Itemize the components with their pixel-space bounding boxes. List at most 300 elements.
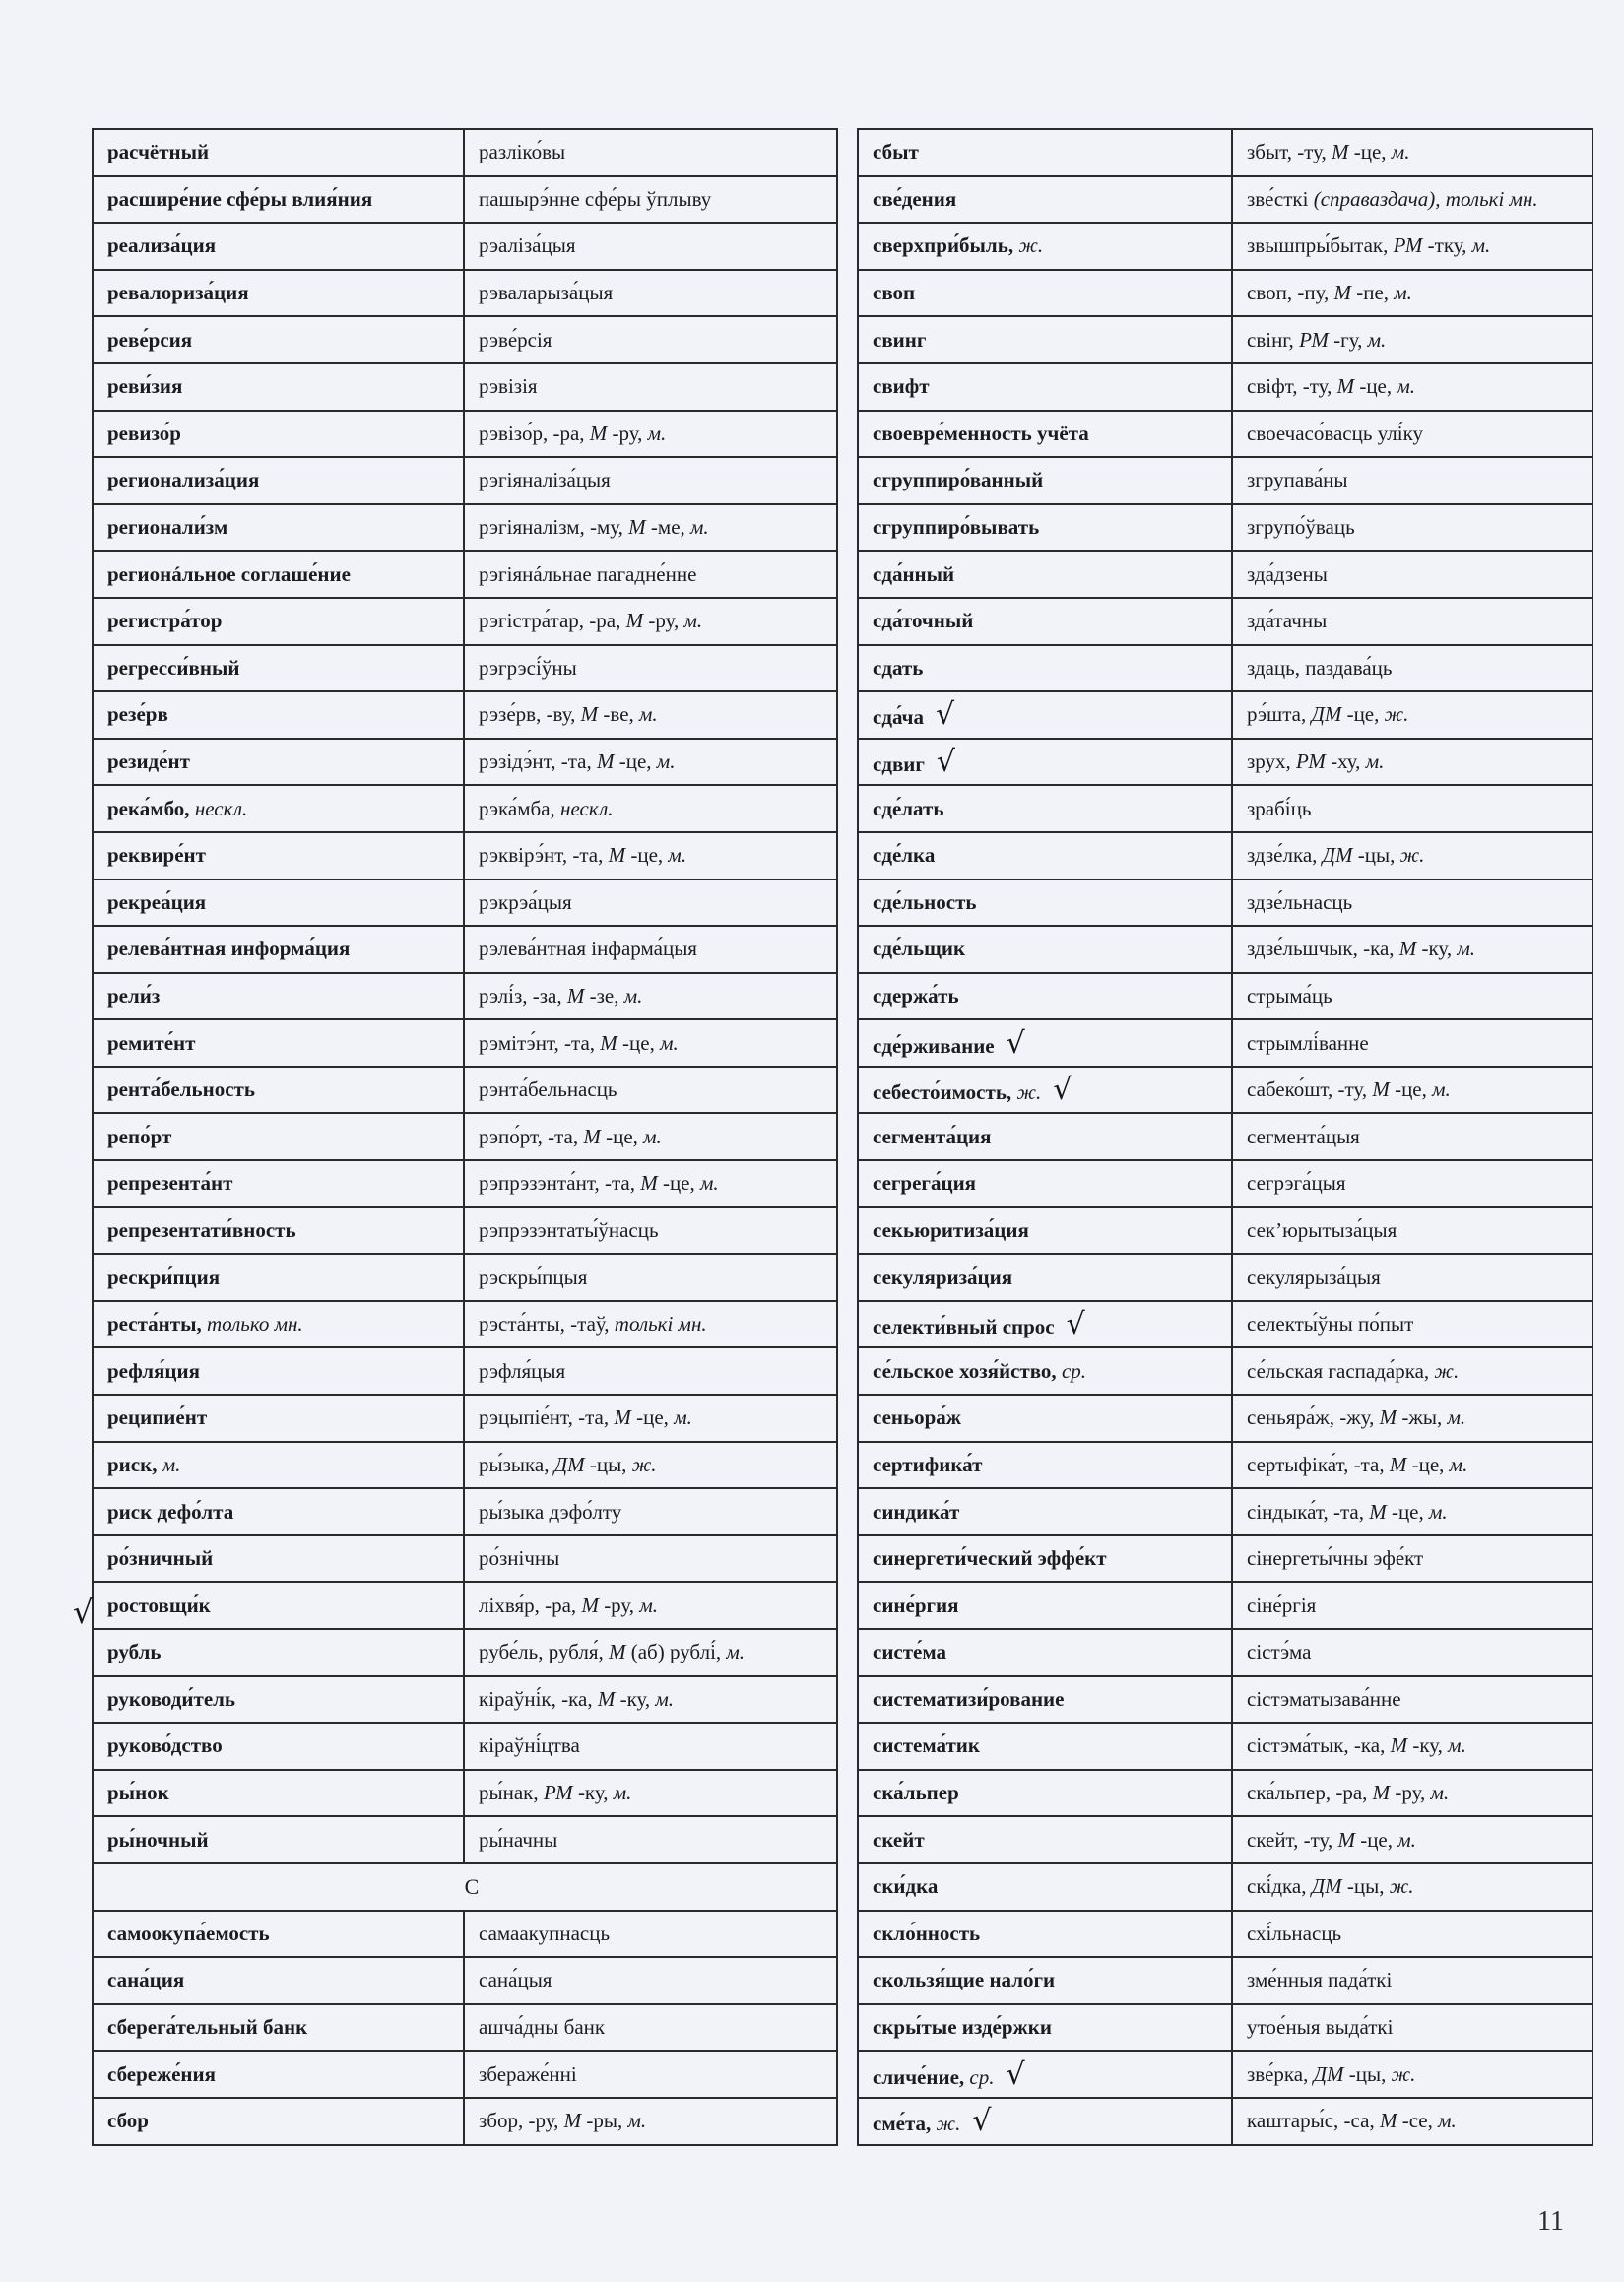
russian-term-text: свифт xyxy=(873,374,930,399)
belarusian-translation xyxy=(1232,1395,1592,1442)
dictionary-row xyxy=(93,176,837,224)
dictionary-row xyxy=(93,1723,837,1770)
grammar-note: ж. xyxy=(1391,2061,1416,2086)
translation-text: -це, xyxy=(1348,140,1392,164)
russian-term-text: секуляриза́ция xyxy=(873,1265,1013,1289)
dictionary-row xyxy=(93,2004,837,2052)
russian-term-text: се́льское хозя́йство, xyxy=(873,1358,1062,1383)
translation-text: -це, xyxy=(1389,1077,1433,1102)
dictionary-row xyxy=(858,1770,1592,1817)
russian-term-text: сертифика́т xyxy=(873,1452,983,1476)
belarusian-translation xyxy=(1232,1582,1592,1629)
russian-term-text: реквире́нт xyxy=(107,843,206,868)
check-mark: √ xyxy=(936,745,956,780)
russian-term xyxy=(858,1254,1232,1301)
grammar-note: М xyxy=(583,1124,601,1148)
russian-term xyxy=(93,1207,464,1255)
belarusian-translation xyxy=(464,411,837,458)
translation-text: -ме, xyxy=(645,515,691,540)
grammar-note: М xyxy=(563,2109,582,2133)
russian-term xyxy=(93,1911,464,1958)
translation-text: секулярыза́цыя xyxy=(1247,1265,1381,1289)
translation-text: зда́дзены xyxy=(1247,561,1328,586)
dictionary-row xyxy=(93,411,837,458)
grammar-note: М xyxy=(597,1686,616,1711)
dictionary-row xyxy=(858,832,1592,880)
russian-term xyxy=(858,2051,1232,2098)
dictionary-row xyxy=(858,1301,1592,1348)
translation-text: зме́нныя пада́ткі xyxy=(1247,1968,1393,1992)
russian-term-text: регионализа́ция xyxy=(107,468,260,492)
russian-term-text: свинг xyxy=(873,327,927,352)
russian-term xyxy=(93,411,464,458)
dictionary-row xyxy=(93,598,837,645)
russian-term xyxy=(858,1911,1232,1958)
grammar-note: м. xyxy=(613,1781,632,1805)
dictionary-row xyxy=(858,2098,1592,2145)
russian-term-text: сана́ция xyxy=(107,1968,185,1992)
russian-term xyxy=(858,1442,1232,1489)
translation-text: -ру, xyxy=(1390,1781,1431,1805)
dictionary-row xyxy=(858,880,1592,927)
russian-term xyxy=(858,316,1232,363)
belarusian-translation xyxy=(1232,1019,1592,1067)
russian-term xyxy=(93,1254,464,1301)
russian-term-text: рескри́пция xyxy=(107,1265,221,1289)
russian-term xyxy=(858,1629,1232,1676)
translation-text: рэлева́нтная інфарма́цыя xyxy=(479,937,697,961)
dictionary-row xyxy=(93,1770,837,1817)
dictionary-row xyxy=(858,411,1592,458)
check-mark: √ xyxy=(1066,1307,1085,1342)
translation-text: здзе́лка, xyxy=(1247,843,1323,868)
russian-term-text: систематизи́рование xyxy=(873,1686,1065,1711)
dictionary-row xyxy=(93,1207,837,1255)
translation-text: скі́дка, xyxy=(1247,1874,1312,1899)
grammar-note: М xyxy=(640,1171,658,1196)
translation-text: рэвізо́р, -ра, xyxy=(479,421,590,445)
grammar-note: М xyxy=(1389,1452,1407,1476)
russian-term-text: ростовщи́к xyxy=(107,1593,211,1617)
translation-text: рэкрэа́цыя xyxy=(479,889,572,914)
dictionary-row xyxy=(93,1113,837,1160)
translation-text: сана́цыя xyxy=(479,1968,552,1992)
grammar-note: м. xyxy=(690,515,709,540)
translation-text: збыт, -ту, xyxy=(1247,140,1332,164)
russian-term-text: руково́дство xyxy=(107,1733,223,1758)
grammar-note: м. xyxy=(643,1124,662,1148)
grammar-note: (справаздача), толькі мн. xyxy=(1313,186,1538,211)
translation-text: сістэматызава́нне xyxy=(1247,1686,1401,1711)
translation-text: звышпры́бытак, xyxy=(1247,233,1394,258)
grammar-note: м. xyxy=(1391,140,1410,164)
grammar-note: М xyxy=(580,702,599,727)
russian-term xyxy=(93,739,464,786)
translation-text: сек’юрытыза́цыя xyxy=(1247,1217,1397,1242)
translation-text: рэгіяналізм, -му, xyxy=(479,515,629,540)
translation-text: -ру, xyxy=(643,609,684,633)
dictionary-row xyxy=(858,1160,1592,1207)
russian-term xyxy=(93,129,464,176)
belarusian-translation xyxy=(1232,2004,1592,2052)
russian-term xyxy=(93,1723,464,1770)
russian-term-text: сде́льность xyxy=(873,889,977,914)
translation-text: сегрэга́цыя xyxy=(1247,1171,1346,1196)
check-mark: √ xyxy=(972,2104,992,2139)
translation-text: -жы, xyxy=(1397,1405,1448,1430)
belarusian-translation xyxy=(464,457,837,504)
dictionary-row xyxy=(858,551,1592,598)
grammar-note: РМ xyxy=(543,1781,573,1805)
grammar-note: м. xyxy=(1438,2109,1457,2133)
russian-term xyxy=(858,1019,1232,1067)
russian-term xyxy=(93,2051,464,2098)
dictionary-row xyxy=(858,129,1592,176)
translation-text: схі́льнасць xyxy=(1247,1921,1342,1945)
translation-text: кіраўні́цтва xyxy=(479,1733,580,1758)
russian-term-text: регресси́вный xyxy=(107,655,240,680)
grammar-note: ДМ xyxy=(1313,2061,1344,2086)
russian-term-text: сме́та, xyxy=(873,2112,937,2136)
dictionary-row xyxy=(93,926,837,973)
russian-term xyxy=(93,504,464,552)
dictionary-row xyxy=(93,1442,837,1489)
russian-term xyxy=(93,1113,464,1160)
russian-term xyxy=(858,785,1232,832)
dictionary-row xyxy=(858,2051,1592,2098)
translation-text: -ры, xyxy=(581,2109,628,2133)
dictionary-row xyxy=(93,551,837,598)
translation-text: рэнта́бельнасць xyxy=(479,1077,617,1102)
russian-term xyxy=(93,1160,464,1207)
belarusian-translation xyxy=(1232,270,1592,317)
belarusian-translation xyxy=(1232,1863,1592,1911)
translation-text: -це, xyxy=(1354,374,1397,399)
russian-term-text: релева́нтная информа́ция xyxy=(107,937,351,961)
belarusian-translation xyxy=(1232,645,1592,692)
translation-text: -це, xyxy=(1341,702,1385,727)
translation-text: -се, xyxy=(1397,2109,1439,2133)
belarusian-translation xyxy=(1232,1770,1592,1817)
translation-text: -ку, xyxy=(1416,937,1458,961)
belarusian-translation xyxy=(464,832,837,880)
translation-text: сеньяра́ж, -жу, xyxy=(1247,1405,1380,1430)
translation-text: рэве́рсія xyxy=(479,327,552,352)
check-mark: √ xyxy=(1006,2056,1025,2092)
russian-term xyxy=(858,176,1232,224)
russian-term-text: рефля́ция xyxy=(107,1358,200,1383)
grammar-note: М xyxy=(589,421,608,445)
dictionary-row xyxy=(93,1254,837,1301)
belarusian-translation xyxy=(1232,1723,1592,1770)
grammar-note: нескл. xyxy=(560,796,614,820)
dictionary-row xyxy=(858,1067,1592,1114)
russian-term-text: ревизо́р xyxy=(107,421,181,445)
translation-text: -цы, xyxy=(1343,2061,1392,2086)
grammar-note: м. xyxy=(623,983,643,1008)
russian-term-text: реципие́нт xyxy=(107,1405,208,1430)
belarusian-translation xyxy=(464,1488,837,1535)
belarusian-translation xyxy=(464,2051,837,2098)
belarusian-translation xyxy=(1232,1629,1592,1676)
russian-term xyxy=(858,457,1232,504)
russian-term xyxy=(858,1395,1232,1442)
russian-term xyxy=(858,973,1232,1020)
belarusian-translation xyxy=(464,1816,837,1863)
translation-text: кіраўні́к, -ка, xyxy=(479,1686,598,1711)
belarusian-translation xyxy=(1232,457,1592,504)
translation-text: рэ́шта, xyxy=(1247,702,1312,727)
dictionary-row xyxy=(858,1347,1592,1395)
translation-text: рэгістра́тар, -ра, xyxy=(479,609,626,633)
grammar-note: ж. xyxy=(1016,1080,1042,1105)
russian-term xyxy=(93,1019,464,1067)
russian-term xyxy=(93,457,464,504)
translation-text: рэвізія xyxy=(479,374,538,399)
russian-term-text: скейт xyxy=(873,1827,925,1852)
grammar-note: м. xyxy=(1397,374,1416,399)
grammar-note: М xyxy=(600,1030,617,1055)
dictionary-row xyxy=(93,1160,837,1207)
grammar-note: м. xyxy=(639,702,658,727)
dictionary-row xyxy=(93,1535,837,1583)
belarusian-translation xyxy=(464,176,837,224)
russian-term xyxy=(858,1957,1232,2004)
russian-term-text: ремите́нт xyxy=(107,1030,196,1055)
translation-text: стрымлі́ванне xyxy=(1247,1030,1369,1055)
dictionary-row xyxy=(858,457,1592,504)
russian-term-text: реализа́ция xyxy=(107,233,217,258)
russian-term xyxy=(93,973,464,1020)
dictionary-row xyxy=(858,1113,1592,1160)
russian-term-text: расшире́ние сфе́ры влия́ния xyxy=(107,186,373,211)
grammar-note: РМ xyxy=(1296,750,1326,774)
russian-term xyxy=(858,1301,1232,1348)
grammar-note: М xyxy=(1379,1405,1397,1430)
dictionary-row xyxy=(858,691,1592,739)
translation-text: -ве, xyxy=(598,702,640,727)
dictionary-row xyxy=(858,645,1592,692)
translation-text: ры́нак, xyxy=(479,1781,544,1805)
grammar-note: ж. xyxy=(1389,1874,1414,1899)
dictionary-row xyxy=(858,926,1592,973)
belarusian-translation xyxy=(1232,1207,1592,1255)
translation-text: згрупо́ўваць xyxy=(1247,515,1355,540)
translation-text: ліхвя́р, -ра, xyxy=(479,1593,582,1617)
russian-term xyxy=(93,1395,464,1442)
belarusian-translation xyxy=(464,1395,837,1442)
russian-term xyxy=(93,691,464,739)
translation-text: каштары́с, -са, xyxy=(1247,2109,1380,2133)
russian-term-text: сбереже́ния xyxy=(107,2061,216,2086)
translation-text: ры́зыка дэфо́лту xyxy=(479,1499,622,1524)
translation-text: ро́знічны xyxy=(479,1546,560,1571)
dictionary-row xyxy=(858,270,1592,317)
russian-term-text: ры́ночный xyxy=(107,1827,209,1852)
russian-term xyxy=(858,551,1232,598)
belarusian-translation xyxy=(1232,2051,1592,2098)
translation-text: рэгрэсі́ўны xyxy=(479,655,577,680)
russian-term-text: сде́льщик xyxy=(873,937,966,961)
belarusian-translation xyxy=(464,1207,837,1255)
russian-term-text: скры́тые изде́ржки xyxy=(873,2015,1052,2040)
belarusian-translation xyxy=(1232,1347,1592,1395)
check-mark: √ xyxy=(1006,1025,1025,1061)
grammar-note: М xyxy=(1333,281,1351,305)
grammar-note: м. xyxy=(674,1405,692,1430)
dictionary-row xyxy=(93,223,837,270)
russian-term-text: сда́ча xyxy=(873,705,924,730)
belarusian-translation xyxy=(1232,316,1592,363)
russian-term xyxy=(858,1676,1232,1724)
belarusian-translation xyxy=(464,2098,837,2145)
dictionary-row xyxy=(93,270,837,317)
dictionary-row xyxy=(93,645,837,692)
russian-term-text: секьюритиза́ция xyxy=(873,1217,1029,1242)
russian-term xyxy=(93,363,464,411)
grammar-note: м. xyxy=(627,2109,647,2133)
russian-term-text: репо́рт xyxy=(107,1124,172,1148)
translation-text: рэцыпіе́нт, -та, xyxy=(479,1405,615,1430)
translation-text: утое́ныя выда́ткі xyxy=(1247,2015,1394,2040)
russian-term xyxy=(858,1770,1232,1817)
dictionary-row xyxy=(93,129,837,176)
dictionary-row xyxy=(858,176,1592,224)
grammar-note: ср. xyxy=(1061,1358,1087,1383)
dictionary-row xyxy=(93,457,837,504)
russian-term-text: сгруппиро́ванный xyxy=(873,468,1044,492)
belarusian-translation xyxy=(1232,2098,1592,2145)
belarusian-translation xyxy=(464,2004,837,2052)
translation-text: сегмента́цыя xyxy=(1247,1124,1360,1148)
dictionary-row xyxy=(858,1488,1592,1535)
russian-term-text: река́мбо, xyxy=(107,796,195,820)
dictionary-row xyxy=(93,1582,837,1629)
russian-term xyxy=(858,691,1232,739)
translation-text: рэзідэ́нт, -та, xyxy=(479,750,597,774)
grammar-note: М xyxy=(1369,1499,1387,1524)
translation-text: -пе, xyxy=(1350,281,1395,305)
translation-text: разліко́вы xyxy=(479,140,566,164)
grammar-note: м. xyxy=(1394,281,1412,305)
belarusian-translation xyxy=(464,785,837,832)
grammar-note: РМ xyxy=(1393,233,1423,258)
belarusian-translation xyxy=(1232,363,1592,411)
dictionary-row xyxy=(858,504,1592,552)
russian-term xyxy=(858,598,1232,645)
grammar-note: м. xyxy=(655,1686,675,1711)
russian-term-text: сда́точный xyxy=(873,609,974,633)
belarusian-translation xyxy=(1232,1254,1592,1301)
belarusian-translation xyxy=(464,1629,837,1676)
translation-text: скейт, -ту, xyxy=(1247,1827,1338,1852)
belarusian-translation xyxy=(1232,1911,1592,1958)
grammar-note: м. xyxy=(1449,1452,1468,1476)
belarusian-translation xyxy=(1232,1535,1592,1583)
translation-text: рэваларыза́цыя xyxy=(479,281,614,305)
belarusian-translation xyxy=(1232,598,1592,645)
dictionary-row xyxy=(93,363,837,411)
belarusian-translation xyxy=(1232,785,1592,832)
grammar-note: ж. xyxy=(1384,702,1409,727)
russian-term xyxy=(858,504,1232,552)
belarusian-translation xyxy=(464,1347,837,1395)
dictionary-row xyxy=(858,785,1592,832)
russian-term xyxy=(93,598,464,645)
translation-text: -цы, xyxy=(1341,1874,1390,1899)
russian-term-text: синергети́ческий эффе́кт xyxy=(873,1546,1107,1571)
grammar-note: ДМ xyxy=(1311,1874,1342,1899)
dictionary-table-left xyxy=(92,128,838,2146)
russian-term xyxy=(858,1723,1232,1770)
translation-text: рэста́нты, -таў, xyxy=(479,1312,615,1337)
belarusian-translation xyxy=(1232,1160,1592,1207)
translation-text: стрыма́ць xyxy=(1247,983,1332,1008)
russian-term xyxy=(858,1863,1232,1911)
dictionary-row xyxy=(858,598,1592,645)
russian-term xyxy=(858,1067,1232,1114)
translation-text: -це, xyxy=(1406,1452,1450,1476)
belarusian-translation xyxy=(464,739,837,786)
belarusian-translation xyxy=(1232,129,1592,176)
russian-term-text: риск дефо́лта xyxy=(107,1499,234,1524)
grammar-note: м. xyxy=(668,843,687,868)
russian-term-text: самоокупа́емость xyxy=(107,1921,270,1945)
translation-text: -ку, xyxy=(1407,1733,1449,1758)
grammar-note: м. xyxy=(1471,233,1491,258)
belarusian-translation xyxy=(464,1254,837,1301)
translation-text: рэгіяналіза́цыя xyxy=(479,468,611,492)
belarusian-translation xyxy=(464,926,837,973)
russian-term-text: синдика́т xyxy=(873,1499,960,1524)
belarusian-translation xyxy=(464,270,837,317)
grammar-note: М xyxy=(1337,1827,1355,1852)
russian-term-text: руководи́тель xyxy=(107,1686,236,1711)
dictionary-row xyxy=(858,1442,1592,1489)
grammar-note: м. xyxy=(700,1171,719,1196)
belarusian-translation xyxy=(464,1113,837,1160)
grammar-note: ДМ xyxy=(1322,843,1353,868)
dictionary-row xyxy=(858,1582,1592,1629)
russian-term xyxy=(858,1160,1232,1207)
belarusian-translation xyxy=(464,504,837,552)
russian-term xyxy=(858,1535,1232,1583)
belarusian-translation xyxy=(464,1160,837,1207)
grammar-note: м. xyxy=(683,609,703,633)
translation-text: рубе́ль, рубля́, xyxy=(479,1640,609,1664)
translation-text: своечасо́васць улі́ку xyxy=(1247,421,1423,445)
russian-term-text: селекти́вный спрос xyxy=(873,1315,1055,1339)
translation-text: пашырэ́нне сфе́ры ўплыву xyxy=(479,186,712,211)
translation-text: -зе, xyxy=(584,983,624,1008)
grammar-note: М xyxy=(608,843,626,868)
grammar-note: м. xyxy=(726,1640,746,1664)
russian-term-text: рента́бельность xyxy=(107,1077,255,1102)
translation-text: рэлі́з, -за, xyxy=(479,983,567,1008)
russian-term xyxy=(93,1301,464,1348)
russian-term-text: своевре́менность учёта xyxy=(873,421,1089,445)
russian-term xyxy=(858,926,1232,973)
belarusian-translation xyxy=(464,129,837,176)
belarusian-translation xyxy=(1232,223,1592,270)
russian-term-text: сдвиг xyxy=(873,752,925,777)
translation-text: рэзе́рв, -ву, xyxy=(479,702,581,727)
russian-term xyxy=(93,1957,464,2004)
translation-text: -ку, xyxy=(572,1781,614,1805)
translation-text: ашча́дны банк xyxy=(479,2015,606,2040)
belarusian-translation xyxy=(464,1676,837,1724)
russian-term-text: ры́нок xyxy=(107,1781,169,1805)
